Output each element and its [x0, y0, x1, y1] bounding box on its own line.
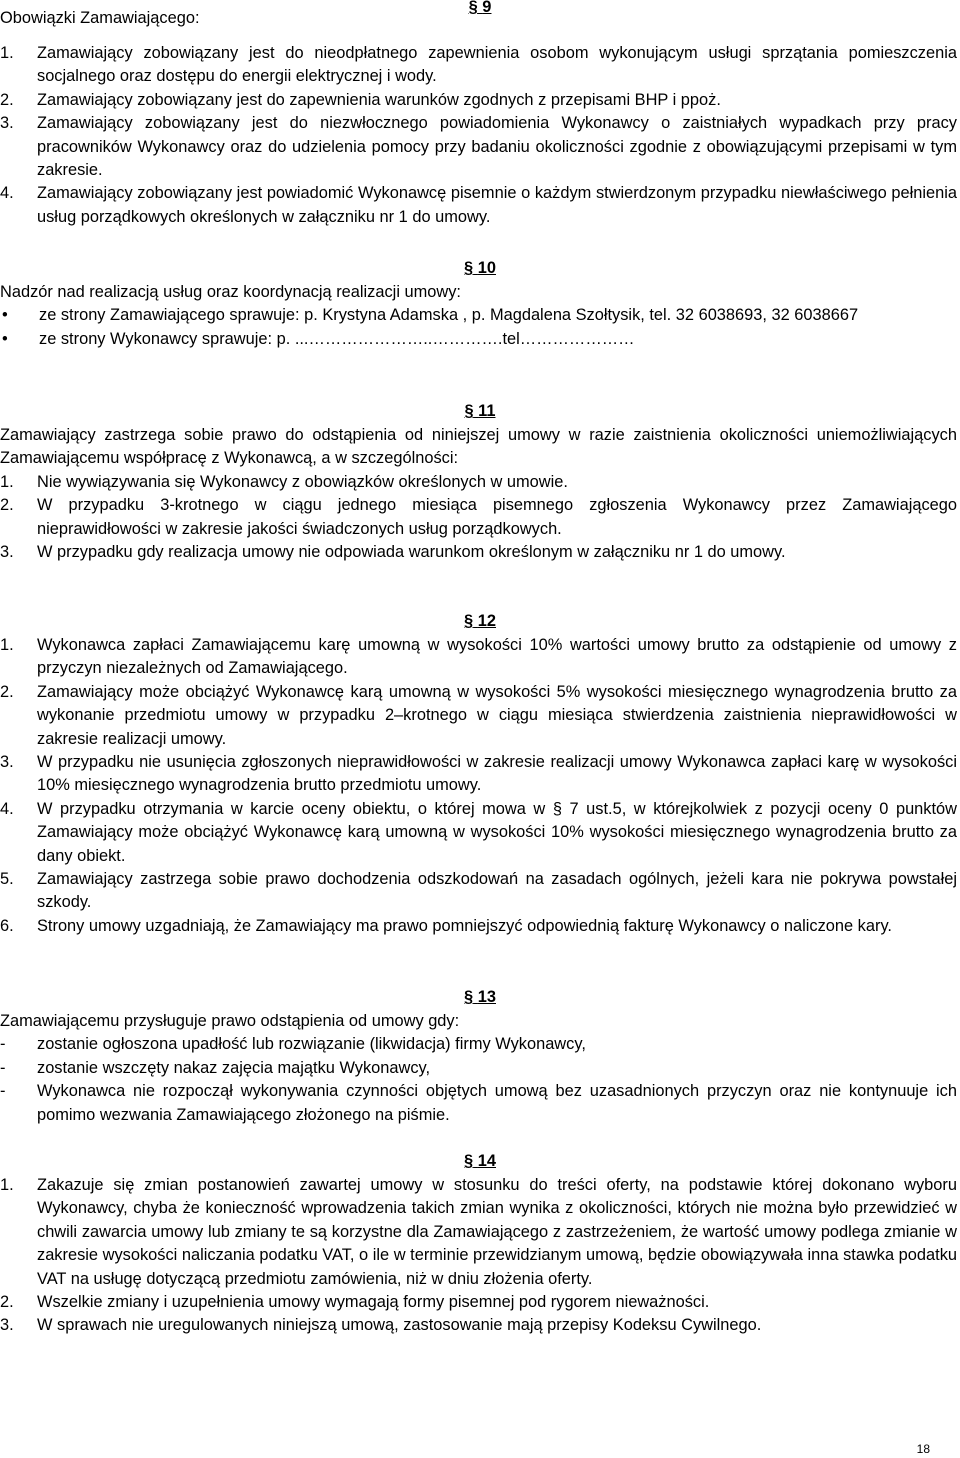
section-sign: § — [464, 988, 474, 1006]
item-number: 4. — [0, 799, 14, 818]
list-item — [0, 112, 957, 182]
bullet-glyph: • — [2, 329, 8, 348]
bullet-text: ze strony Wykonawcy sprawuje: p. ...…………………..………….tel………………… — [39, 329, 635, 348]
list-item — [0, 915, 957, 938]
item-number: 5. — [0, 870, 14, 889]
item-text: Wszelkie zmiany i uzupełnienia umowy wymagają formy pisemnej pod rygorem nieważności. — [37, 1293, 710, 1312]
bullet-glyph: • — [2, 306, 8, 325]
item-text: W przypadku otrzymania w karcie oceny obiektu, o której mowa w § 7 ust.5, w którejkolwiek z pozycji oceny 0 punktów Zamawiający może obciążyć Wykonawcę karą umowną w wysokości 10% wysokości miesięcznego wynagrodzenia brutto za dany obiekt. — [37, 799, 957, 865]
item-number: 4. — [0, 184, 14, 203]
section-sign: § — [464, 259, 474, 277]
section-number: 11 — [478, 402, 496, 420]
item-text: zostanie ogłoszona upadłość lub rozwiązanie (likwidacja) firmy Wykonawcy, — [37, 1035, 586, 1054]
item-text: Strony umowy uzgadniają, że Zamawiający ma prawo pomniejszyć odpowiednią fakturę Wykonawcy o naliczone kary. — [37, 916, 892, 935]
list-item — [0, 494, 957, 541]
section-13-intro: Zamawiającemu przysługuje prawo odstąpienia od umowy gdy: — [0, 1012, 460, 1030]
list-item — [0, 182, 957, 229]
item-number: 1. — [0, 636, 14, 654]
page-number: 18 — [916, 1442, 930, 1456]
item-text: Zamawiający może obciążyć Wykonawcę karą umowną w wysokości 5% wysokości miesięcznego wynagrodzenia brutto za wykonanie przedmiotu umowy w przypadku 2–krotnego w ciągu miesiąca stwierdzenia zaistnienia nieprawidłowości w zakresie realizacji umowy. — [37, 682, 957, 748]
list-item — [0, 634, 957, 681]
item-dash: - — [0, 1082, 6, 1101]
item-number: 3. — [0, 114, 14, 133]
list-item — [0, 541, 957, 564]
item-text: Wykonawca zapłaci Zamawiającemu karę umowną w wysokości 10% wartości umowy brutto za odstąpienie od umowy z przyczyn niezależnych od Zamawiającego. — [37, 636, 957, 678]
section-sign: § — [468, 0, 478, 16]
item-text: W przypadku 3-krotnego w ciągu jednego miesiąca pisemnego zgłoszenia Wykonawcy przez Zamawiającego nieprawidłowości w zakresie jakości świadczonych usług porządkowych. — [37, 496, 957, 538]
item-number: 1. — [0, 44, 14, 62]
section-heading-10 — [0, 257, 960, 280]
item-text: Nie wywiązywania się Wykonawcy z obowiązków określonych w umowie. — [37, 472, 568, 491]
list-item — [0, 681, 957, 751]
section-10-body — [0, 281, 957, 351]
item-number: 2. — [0, 496, 14, 515]
section-14-list — [0, 1174, 957, 1338]
section-11-intro: Zamawiający zastrzega sobie prawo do odstąpienia od niniejszej umowy w razie zaistnienia okoliczności uniemożliwiających Zamawiającemu współpracę z Wykonawcą, a w szczególności: — [0, 426, 957, 468]
list-item — [0, 1057, 957, 1080]
item-text: Wykonawca nie rozpoczął wykonywania czynności objętych umową bez uzasadnionych przyczyn oraz nie kontynuuje ich pomimo wezwania Zamawiającego złożonego na piśmie. — [37, 1082, 957, 1124]
item-number: 6. — [0, 916, 14, 935]
item-text: zostanie wszczęty nakaz zajęcia majątku Wykonawcy, — [37, 1058, 431, 1077]
item-number: 3. — [0, 1316, 14, 1335]
item-number: 2. — [0, 90, 14, 109]
section-heading-11 — [0, 400, 960, 423]
obligations-title: Obowiązki Zamawiającego: — [0, 9, 200, 27]
item-number: 2. — [0, 682, 14, 701]
list-item — [0, 1080, 957, 1127]
section-13-body — [0, 1010, 957, 1127]
list-item — [0, 798, 957, 868]
section-sign: § — [464, 1152, 474, 1170]
item-text: Zamawiający zobowiązany jest do zapewnienia warunków zgodnych z przepisami BHP i ppoż. — [37, 90, 721, 109]
item-text: Zamawiający zobowiązany jest powiadomić Wykonawcę pisemnie o każdym stwierdzonym przypadku niewłaściwego pełnienia usług porządkowych określonych w załączniku nr 1 do umowy. — [37, 184, 957, 226]
section-11-body — [0, 424, 957, 564]
section-10-intro: Nadzór nad realizacją usług oraz koordynacją realizacji umowy: — [0, 283, 461, 301]
list-item — [0, 1314, 957, 1337]
section-number: 14 — [477, 1152, 496, 1170]
section-number: 12 — [477, 612, 496, 630]
item-number: 1. — [0, 472, 14, 491]
item-text: Zakazuje się zmian postanowień zawartej umowy w stosunku do treści oferty, na podstawie której dokonano wyboru Wykonawcy, chyba że konieczność wprowadzenia takich zmian wynika z okoliczności, których nie można było przewidzieć w chwili zawarcia umowy lub zmiany te są korzystne dla Zamawiającego z zastrzeżeniem, że wartość umowy podlega zmianie w zakresie wysokości naliczania podatku VAT, o ile w terminie przewidzianym umową, będzie obowiązywała inna stawka podatku VAT na usługę dotyczącą przedmiotu zamówienia, niż w dniu złożenia oferty. — [37, 1176, 957, 1288]
section-heading-12 — [0, 610, 960, 633]
list-item — [0, 1174, 957, 1291]
item-text: W przypadku nie usunięcia zgłoszonych nieprawidłowości w zakresie realizacji umowy Wykonawca zapłaci karę w wysokości 10% miesięcznego wynagrodzenia brutto przedmiotu umowy. — [37, 753, 957, 795]
item-dash: - — [0, 1058, 6, 1077]
item-number: 2. — [0, 1293, 14, 1312]
section-heading-13 — [0, 986, 960, 1009]
item-number: 1. — [0, 1176, 14, 1194]
bullet-text: ze strony Zamawiającego sprawuje: p. Krystyna Adamska , p. Magdalena Szołtysik, tel. 32 6038693, 32 6038667 — [39, 306, 859, 325]
list-item — [0, 1291, 957, 1314]
item-text: Zamawiający zobowiązany jest do niezwłocznego powiadomienia Wykonawcy o zaistniałych wypadkach przy pracy pracowników Wykonawcy oraz do udzielenia pomocy przy badaniu okoliczności zgodnie z obowiązującymi przepisami w tym zakresie. — [37, 114, 957, 180]
item-text: W przypadku gdy realizacja umowy nie odpowiada warunkom określonym w załączniku nr 1 do umowy. — [37, 543, 786, 562]
item-text: Zamawiający zastrzega sobie prawo dochodzenia odszkodowań na zasadach ogólnych, jeżeli kara nie pokrywa powstałej szkody. — [37, 870, 957, 912]
bullet-item — [0, 304, 957, 327]
list-item — [0, 868, 957, 915]
item-number: 3. — [0, 543, 14, 562]
list-item — [0, 89, 957, 112]
section-number: 10 — [477, 259, 496, 277]
section-heading-14 — [0, 1150, 960, 1173]
section-12-list — [0, 634, 957, 938]
section-9-list — [0, 42, 957, 229]
item-text: Zamawiający zobowiązany jest do nieodpłatnego zapewnienia osobom wykonującym usługi sprzątania pomieszczenia socjalnego oraz dostępu do energii elektrycznej i wody. — [37, 44, 957, 86]
section-number: 9 — [482, 0, 492, 16]
section-number: 13 — [477, 988, 496, 1006]
section-sign: § — [464, 612, 474, 630]
list-item — [0, 1033, 957, 1056]
list-item — [0, 42, 957, 89]
list-item — [0, 751, 957, 798]
list-item — [0, 471, 957, 494]
item-number: 3. — [0, 753, 14, 772]
section-sign: § — [464, 402, 474, 420]
bullet-item — [0, 328, 957, 351]
item-text: W sprawach nie uregulowanych niniejszą umową, zastosowanie mają przepisy Kodeksu Cywilnego. — [37, 1316, 762, 1335]
item-dash: - — [0, 1035, 6, 1054]
